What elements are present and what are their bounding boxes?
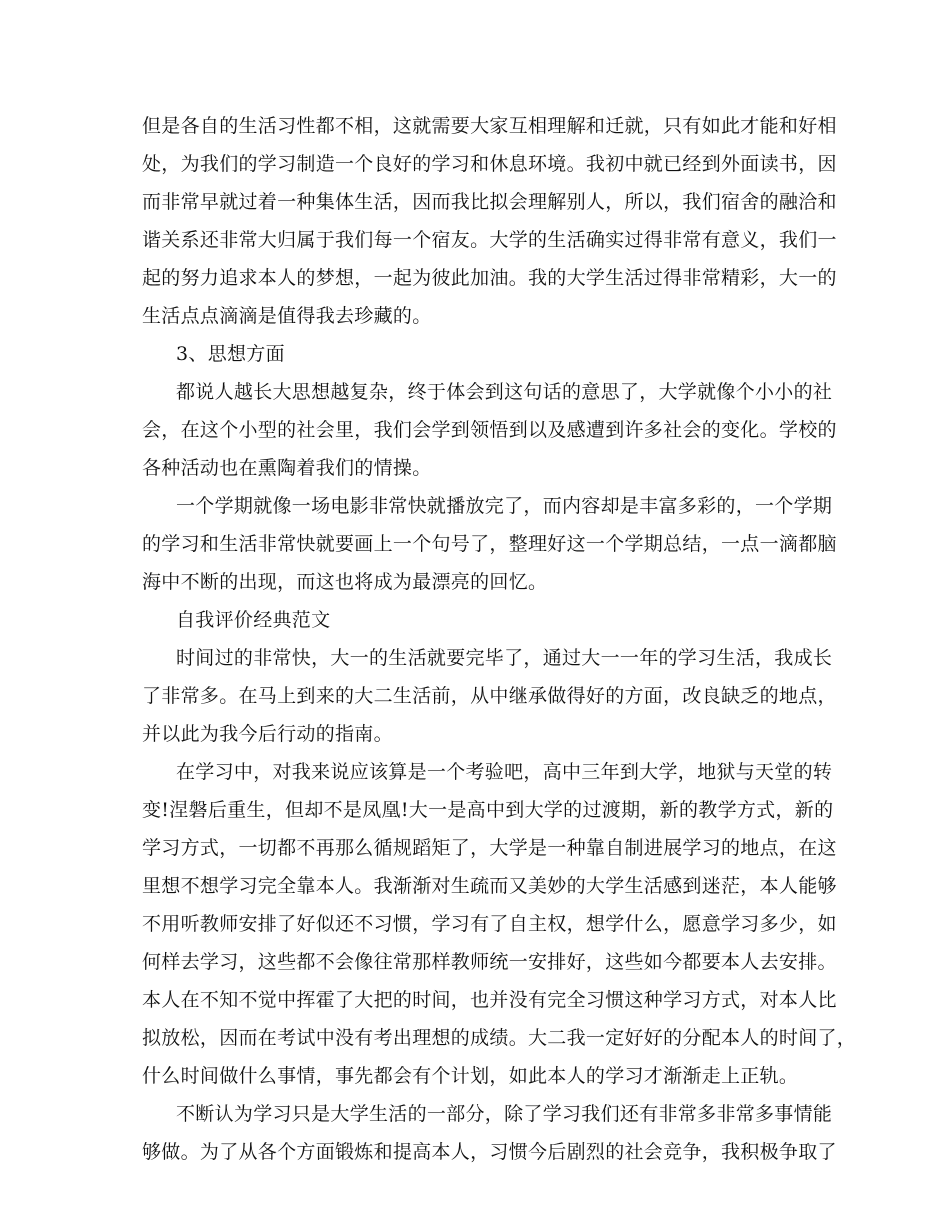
text-line: 本人在不知不觉中挥霍了大把的时间，也并没有完全习惯这种学习方式，对本人比 [142,989,837,1011]
text-line: 了非常多。在马上到来的大二生活前，从中继承做得好的方面，改良缺乏的地点， [142,685,837,707]
text-line: 处，为我们的学习制造一个良好的学习和休息环境。我初中就已经到外面读书，因 [142,153,837,175]
text-line: 够做。为了从各个方面锻炼和提高本人，习惯今后剧烈的社会竞争，我积极争取了 [142,1141,837,1163]
text-line: 拟放松，因而在考试中没有考出理想的成绩。大二我一定好好的分配本人的时间了， [142,1027,857,1049]
section-heading: 3、思想方面 [176,343,285,365]
text-line: 变!涅磐后重生，但却不是凤凰!大一是高中到大学的过渡期，新的教学方式，新的 [142,799,834,821]
text-line: 都说人越长大思想越复杂，终于体会到这句话的意思了，大学就像个小小的社 [176,381,833,403]
text-line: 而非常早就过着一种集体生活，因而我比拟会理解别人，所以，我们宿舍的融洽和 [142,191,837,213]
text-line: 一个学期就像一场电影非常快就播放完了，而内容却是丰富多彩的，一个学期 [176,495,833,517]
text-line: 在学习中，对我来说应该算是一个考验吧，高中三年到大学，地狱与天堂的转 [176,761,833,783]
text-line: 里想不想学习完全靠本人。我渐渐对生疏而又美妙的大学生活感到迷茫，本人能够 [142,875,837,897]
text-line: 谐关系还非常大归属于我们每一个宿友。大学的生活确实过得非常有意义，我们一 [142,229,837,251]
text-line: 并以此为我今后行动的指南。 [142,723,393,745]
text-line: 的学习和生活非常快就要画上一个句号了，整理好这一个学期总结，一点一滴都脑 [142,533,837,555]
text-line: 何样去学习，这些都不会像往常那样教师统一安排好，这些如今都要本人去安排。 [142,951,837,973]
text-line: 什么时间做什么事情，事先都会有个计划，如此本人的学习才渐渐走上正轨。 [142,1065,799,1087]
section-heading: 自我评价经典范文 [176,609,331,631]
text-line: 时间过的非常快，大一的生活就要完毕了，通过大一一年的学习生活，我成长 [176,647,833,669]
text-line: 各种活动也在熏陶着我们的情操。 [142,457,432,479]
text-line: 会，在这个小型的社会里，我们会学到领悟到以及感遭到许多社会的变化。学校的 [142,419,837,441]
text-line: 学习方式，一切都不再那么循规蹈矩了，大学是一种靠自制进展学习的地点，在这 [142,837,837,859]
text-line: 起的努力追求本人的梦想，一起为彼此加油。我的大学生活过得非常精彩，大一的 [142,267,837,289]
text-line: 生活点点滴滴是值得我去珍藏的。 [142,305,432,327]
text-line: 不用听教师安排了好似还不习惯，学习有了自主权，想学什么，愿意学习多少，如 [142,913,837,935]
text-line: 不断认为学习只是大学生活的一部分，除了学习我们还有非常多非常多事情能 [176,1103,833,1125]
text-line: 但是各自的生活习性都不相，这就需要大家互相理解和迁就，只有如此才能和好相 [142,115,837,137]
text-line: 海中不断的出现，而这也将成为最漂亮的回忆。 [142,571,548,593]
